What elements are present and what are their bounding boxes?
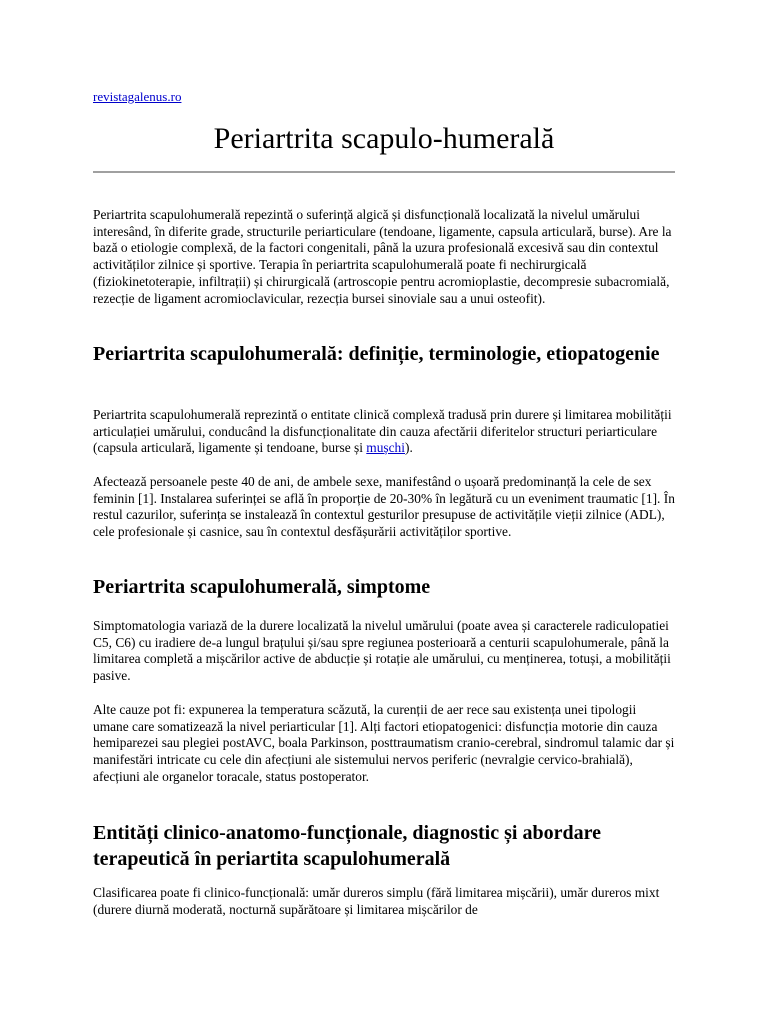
section1-paragraph-1 bbox=[93, 407, 675, 457]
section1-paragraph-1-end: ). bbox=[404, 440, 413, 456]
section1-paragraph-2: Afectează persoanele peste 40 de ani, de ambele sexe, manifestând o ușoară predominanță la cele de sex feminin [1]. Instalarea suferinței se află în proporție de 20-30% în legătură cu un eveniment traumatic [1]. În restul cazurilor, suferința se instalează în contextul gesturilor presupuse de activitățile vieții zilnice (ADL), cele profesionale și casnice, sau în contextul desfășurării activităților sportive. bbox=[93, 474, 675, 540]
section-heading-definitie: Periartrita scapulohumerală: definiție, terminologie, etiopatogenie bbox=[93, 343, 660, 365]
section-heading-entitati: Entități clinico-anatomo-funcționale, diagnostic și abordare terapeutică în periartita scapulohumerală bbox=[93, 822, 601, 870]
title-divider bbox=[93, 171, 675, 173]
section3-paragraph-1: Clasificarea poate fi clinico-funcțională: umăr dureros simplu (fără limitarea mișcării), umăr dureros mixt (durere diurnă moderată, nocturnă supărătoare și limitarea mișcărilor de bbox=[93, 885, 660, 917]
source-link[interactable]: revistagalenus.ro bbox=[93, 89, 182, 104]
section-heading-simptome: Periartrita scapulohumerală, simptome bbox=[93, 576, 431, 598]
section2-paragraph-1: Simptomatologia variază de la durere localizată la nivelul umărului (poate avea și caracterele radiculopatiei C5, C6) cu iradiere de-a lungul brațului și/sau spre regiunea posterioară a centurii scapulohumerale, până la limitarea completă a mișcărilor active de abducție și rotație ale umărului, cu menținerea, totuși, a mobilității pasive. bbox=[93, 618, 671, 684]
muschi-link[interactable]: mușchi bbox=[366, 440, 405, 456]
page-title: Periartrita scapulo-humerală bbox=[213, 122, 555, 155]
section2-paragraph-2: Alte cauze pot fi: expunerea la temperatura scăzută, la curenții de aer rece sau existența unei tipologii umane care somatizează la nivel periarticular [1]. Alți factori etiopatogenici: disfuncția motorie din cauza hemiparezei sau plegiei postAVC, boala Parkinson, posttraumatism cranio-cerebral, sindromul talamic dar și manifestări intricate cu cele din afecțiuni ale sistemului nervos periferic (nevralgie cervico-brahială), afecțiuni ale organelor toracale, status postoperator. bbox=[93, 702, 675, 784]
section1-paragraph-1-text: Periartrita scapulohumerală reprezintă o entitate clinică complexă tradusă prin durere și limitarea mobilității articulației umărului, conducând la disfuncționalitate din cauza afectării diferitelor structuri periarticulare (capsula articulară, ligamente și tendoane, burse și bbox=[93, 407, 672, 456]
intro-paragraph: Periartrita scapulohumerală repezintă o suferință algică și disfuncțională localizată la nivelul umărului interesând, în diferite grade, structurile periarticulare (tendoane, ligamente, capsula articulară, burse). Are la bază o etiologie complexă, de la factori congenitali, până la uzura profesională excesivă sau din contextul activităților zilnice și sportive. Terapia în periartrita scapulohumerală poate fi nechirurgicală (fiziokinetoterapie, infiltrații) și chirurgicală (artroscopie pentru acromioplastie, decompresie subacromială, rezecție de ligament acromioclavicular, rezecția bursei sinoviale sau a unui osteofit). bbox=[93, 207, 672, 306]
